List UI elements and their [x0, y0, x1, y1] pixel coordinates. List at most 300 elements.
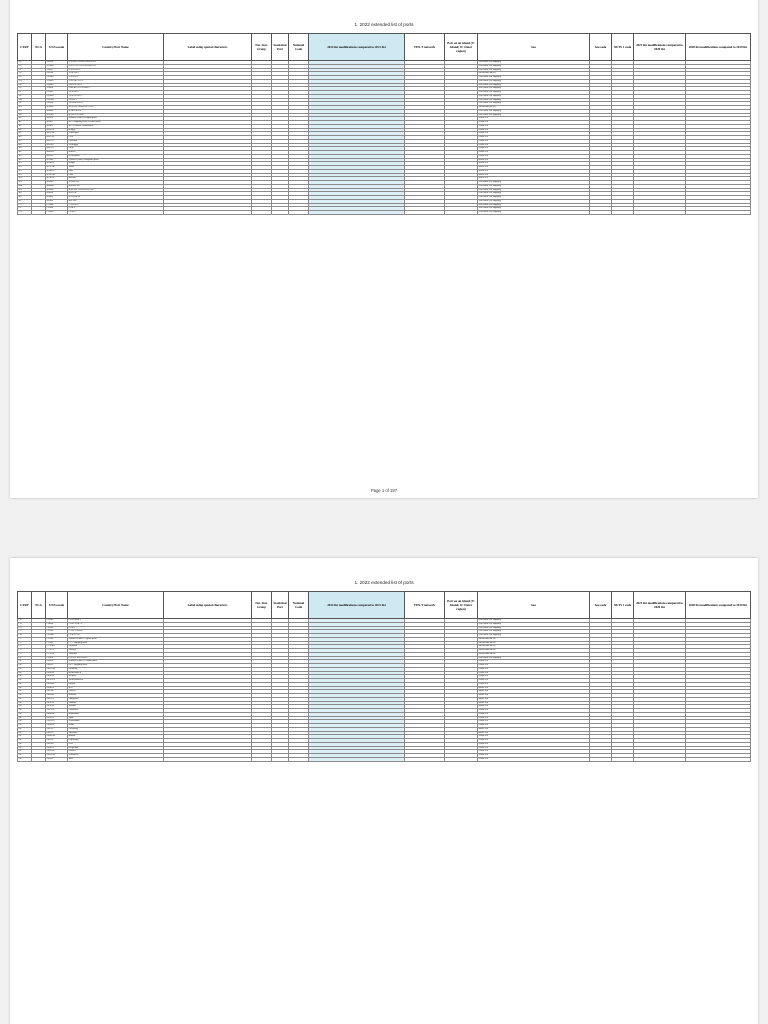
table-cell: BE — [18, 132, 32, 136]
column-header: 2022 list modifications compared to 2021 list — [309, 34, 405, 61]
table-cell: CURACAO — [68, 634, 164, 638]
table-cell: CHINA — [68, 211, 164, 215]
column-header: Label using special characters — [164, 34, 252, 61]
table-cell: North Sea — [478, 151, 590, 155]
table-cell: DEBUM — [46, 735, 68, 739]
table-cell: DE — [18, 671, 32, 675]
page-title: 1. 2022 extended list of ports — [354, 580, 414, 585]
table-cell: Non Short Sea Shipping — [478, 188, 590, 192]
table-cell: Cuxhaven — [68, 709, 164, 713]
table-cell: Mediterranean sea — [478, 637, 590, 641]
column-header: Sea — [478, 34, 590, 61]
table-cell: DEHAM — [46, 667, 68, 671]
column-header: 2020 list modifications compared to 2019 list — [686, 592, 751, 619]
table-cell: CU000 — [46, 626, 68, 630]
table-cell — [32, 211, 46, 215]
table-cell: AO000 — [46, 76, 68, 80]
column-header: Label using special characters — [164, 592, 252, 619]
table-cell: AQ — [18, 79, 32, 83]
table-cell: COSTA RICA — [68, 622, 164, 626]
table-cell: DE — [18, 742, 32, 746]
table-cell: DE — [18, 675, 32, 679]
table-cell: Brussel — [68, 151, 164, 155]
table-cell: AZ000 — [46, 102, 68, 106]
table-cell: Non Short Sea Shipping — [478, 630, 590, 634]
table-cell: Papenburg — [68, 739, 164, 743]
table-cell: DE — [18, 664, 32, 668]
table-cell: DELEE — [46, 742, 68, 746]
table-cell: BRAZIL — [68, 192, 164, 196]
table-cell: Non Short Sea Shipping — [478, 83, 590, 87]
table-cell — [445, 757, 478, 761]
table-cell: DEBRV — [46, 671, 68, 675]
table-cell: North Sea — [478, 682, 590, 686]
table-cell: CY — [18, 645, 32, 649]
table-cell: Mediterranean sea — [478, 649, 590, 653]
table-cell: DESTL — [46, 731, 68, 735]
table-cell — [32, 757, 46, 761]
table-cell: BE - Offshore installations — [68, 124, 164, 128]
column-header: 2021 list modifications compared to 2020 list — [634, 592, 686, 619]
page-title: 1. 2022 extended list of ports — [354, 22, 414, 27]
table-cell: Nordenham — [68, 720, 164, 724]
table-body — [18, 619, 751, 762]
table-cell: BEBRU — [46, 151, 68, 155]
table-cell: Non Short Sea Shipping — [478, 622, 590, 626]
table-cell: BE — [18, 139, 32, 143]
table-cell: DE — [18, 757, 32, 761]
column-header: 2021 list modifications compared to 2020 list — [634, 34, 686, 61]
table-cell: COLOMBIA — [68, 619, 164, 623]
table-cell: BD — [18, 113, 32, 117]
table-cell: North Sea — [478, 139, 590, 143]
table-cell: UNITED ARAB EMIRATES — [68, 61, 164, 65]
table-cell: BE — [18, 136, 32, 140]
table-cell: North Sea — [478, 739, 590, 743]
table-cell: BGBOJ — [46, 162, 68, 166]
table-cell: Black Sea — [478, 169, 590, 173]
table-cell: DE — [18, 694, 32, 698]
table-cell: CZ000 — [46, 656, 68, 660]
table-cell: Brugge — [68, 128, 164, 132]
table-cell: DE — [18, 705, 32, 709]
table-cell: DENDM — [46, 754, 68, 758]
table-cell: AW000 — [46, 98, 68, 102]
table-cell: BG — [18, 162, 32, 166]
table-cell: North Sea — [478, 716, 590, 720]
table-cell: DE — [18, 731, 32, 735]
table-cell: DESTA — [46, 716, 68, 720]
table-cell: Mediterranean sea — [478, 72, 590, 76]
table-cell: DE — [18, 679, 32, 683]
table-cell — [634, 211, 686, 215]
table-cell: AT000 — [46, 91, 68, 95]
table-cell: Black Sea — [478, 162, 590, 166]
ports-table — [17, 591, 751, 762]
column-header: Country/Port Name — [68, 592, 164, 619]
table-cell: BB — [18, 109, 32, 113]
table-cell: Unlisted [Other] Cypriot ports — [68, 637, 164, 641]
table-header-row — [18, 34, 751, 61]
table-cell: BN — [18, 188, 32, 192]
table-cell: AS000 — [46, 87, 68, 91]
table-cell: BGBAL — [46, 177, 68, 181]
table-cell — [164, 757, 252, 761]
table-cell: DEWVN — [46, 679, 68, 683]
table-cell: BEBGS — [46, 128, 68, 132]
table-cell: DE — [18, 739, 32, 743]
table-cell: Unlisted [Other] German ports — [68, 660, 164, 664]
table-cell: CY — [18, 649, 32, 653]
table-cell: Non Short Sea Shipping — [478, 211, 590, 215]
table-cell: Wismar — [68, 705, 164, 709]
table-cell: BE — [18, 128, 32, 132]
table-cell: DE — [18, 697, 32, 701]
column-header: Statistical Port — [272, 34, 289, 61]
table-cell: BGLOM — [46, 173, 68, 177]
column-header: Nat. Stat. Group — [252, 34, 272, 61]
table-cell — [252, 757, 272, 761]
table-cell: AR — [18, 83, 32, 87]
table-cell: Baltic Sea — [478, 686, 590, 690]
column-header: Country/Port Name — [68, 34, 164, 61]
column-header: NUTS 1 code — [612, 592, 634, 619]
table-cell: AMERICAN SAMOA — [68, 87, 164, 91]
table-cell: CN000 — [46, 211, 68, 215]
table-cell: ANGOLA — [68, 76, 164, 80]
table-cell: DE — [18, 667, 32, 671]
table-cell: Non Short Sea Shipping — [478, 102, 590, 106]
table-cell: Wilhelmshaven — [68, 679, 164, 683]
table-cell: DEEME — [46, 682, 68, 686]
table-cell: AQ000 — [46, 79, 68, 83]
table-cell: Black Sea — [478, 173, 590, 177]
table-cell: BE — [18, 143, 32, 147]
table-cell: CZECH REPUBLIC — [68, 656, 164, 660]
table-cell — [309, 211, 405, 215]
table-cell: CUBA — [68, 626, 164, 630]
table-cell: Non Short Sea Shipping — [478, 196, 590, 200]
table-cell: Stralsund — [68, 731, 164, 735]
table-cell: Burgas — [68, 162, 164, 166]
table-cell: AI000 — [46, 68, 68, 72]
table-cell: AE — [18, 61, 32, 65]
table-cell — [272, 211, 289, 215]
table-cell: North Sea — [478, 121, 590, 125]
table-cell: DERSK — [46, 694, 68, 698]
table-cell: CA000 — [46, 203, 68, 207]
table-cell: Nieuwpoort — [68, 154, 164, 158]
table-cell: CY — [18, 652, 32, 656]
table-cell: BEGNE — [46, 136, 68, 140]
column-header: National Code — [289, 34, 309, 61]
table-cell: North Sea — [478, 124, 590, 128]
column-header: TEN-T network — [405, 34, 445, 61]
table-cell: DEPAP — [46, 739, 68, 743]
table-row — [18, 211, 751, 215]
table-cell: North Sea — [478, 143, 590, 147]
table-cell — [252, 211, 272, 215]
table-cell: Emden — [68, 682, 164, 686]
table-cell: BE001 — [46, 121, 68, 125]
table-cell: DE — [18, 735, 32, 739]
column-header: Statistical Port — [272, 592, 289, 619]
table-cell: AZERBAIJAN — [68, 102, 164, 106]
table-cell: BGVAR — [46, 166, 68, 170]
table-cell: BG — [18, 173, 32, 177]
table-cell: DECUX — [46, 709, 68, 713]
table-cell: CY — [18, 637, 32, 641]
table-cell: AL000 — [46, 72, 68, 76]
page-gap — [0, 498, 768, 558]
table-cell: BG — [18, 169, 32, 173]
table-cell: Non Short Sea Shipping — [478, 207, 590, 211]
table-cell: North Sea — [478, 746, 590, 750]
table-cell: BG000 — [46, 158, 68, 162]
column-header: Sea — [478, 592, 590, 619]
table-cell: Non Short Sea Shipping — [478, 199, 590, 203]
table-cell: Non Short Sea Shipping — [478, 181, 590, 185]
table-cell: DE — [18, 750, 32, 754]
table-cell — [445, 211, 478, 215]
table-cell: Vasilikos — [68, 652, 164, 656]
table-cell: North Sea — [478, 675, 590, 679]
table-cell: BAHRAIN — [68, 181, 164, 185]
table-cell: DE001 — [46, 664, 68, 668]
table-cell: Larnaca — [68, 649, 164, 653]
table-cell: BRUNEI DARUSSALAM — [68, 188, 164, 192]
table-cell: Stade — [68, 716, 164, 720]
table-cell: BR — [18, 192, 32, 196]
table-cell: AI — [18, 68, 32, 72]
table-cell: Mediterranean sea — [478, 652, 590, 656]
table-cell: BS000 — [46, 196, 68, 200]
table-cell — [612, 757, 634, 761]
column-header: Nat. Stat. Group — [252, 592, 272, 619]
table-cell: BANGLADESH — [68, 113, 164, 117]
column-header: NCA — [32, 34, 46, 61]
table-cell: Non Short Sea Shipping — [478, 91, 590, 95]
table-cell: DESAS — [46, 701, 68, 705]
table-cell: North Sea — [478, 147, 590, 151]
table-cell: Hamburg — [68, 667, 164, 671]
table-cell: BE002 — [46, 124, 68, 128]
table-cell — [686, 211, 751, 215]
table-cell: North Sea — [478, 742, 590, 746]
table-cell: Brunsbüttel — [68, 712, 164, 716]
table-cell: DEBRB — [46, 712, 68, 716]
table-cell: CY000 — [46, 637, 68, 641]
table-cell: CO — [18, 619, 32, 623]
table-cell: BD000 — [46, 113, 68, 117]
table-cell: CANADA — [68, 203, 164, 207]
table-cell — [405, 757, 445, 761]
table-cell: Black Sea — [478, 177, 590, 181]
table-cell: Non Short Sea Shipping — [478, 79, 590, 83]
table-cell: DEWIS — [46, 705, 68, 709]
table-cell: North Sea — [478, 754, 590, 758]
table-cell — [590, 757, 612, 761]
table-cell: Lübeck — [68, 690, 164, 694]
table-cell: BARBADOS — [68, 109, 164, 113]
table-cell: Non Short Sea Shipping — [478, 184, 590, 188]
table-cell: AT — [18, 91, 32, 95]
table-cell: DE000 — [46, 660, 68, 664]
document-page-2 — [10, 558, 758, 1024]
table-cell: Sassnitz — [68, 701, 164, 705]
table-cell: Bremen — [68, 675, 164, 679]
table-cell — [590, 211, 612, 215]
table-cell: ARGENTINA — [68, 83, 164, 87]
table-cell: Unlisted [Other] Bulgarian ports — [68, 158, 164, 162]
table-cell: ALBANIA — [68, 72, 164, 76]
table-cell: AR000 — [46, 83, 68, 87]
table-cell: CYLMS — [46, 645, 68, 649]
column-header: Sea code — [590, 592, 612, 619]
table-cell — [612, 211, 634, 215]
table-cell: Baltic Sea — [478, 731, 590, 735]
table-cell: Baltic Sea — [478, 690, 590, 694]
table-cell: AU — [18, 94, 32, 98]
table-cell: Zeebrugge — [68, 143, 164, 147]
table-cell: BGRDU — [46, 169, 68, 173]
table-cell — [272, 757, 289, 761]
table-cell: North Sea — [478, 750, 590, 754]
table-cell: DEPUT — [46, 697, 68, 701]
table-cell: BZ — [18, 199, 32, 203]
table-cell: CYVAS — [46, 652, 68, 656]
table-cell: BG — [18, 177, 32, 181]
table-cell: BEZEE — [46, 143, 68, 147]
table-cell: DENOR — [46, 750, 68, 754]
table-cell: CY001 — [46, 641, 68, 645]
table-cell: CW — [18, 634, 32, 638]
table-cell: Mediterranean sea — [478, 641, 590, 645]
table-cell: BH — [18, 181, 32, 185]
table-cell: DE — [18, 686, 32, 690]
table-cell: DE — [18, 754, 32, 758]
table-cell: North Sea — [478, 128, 590, 132]
table-cell: Brake — [68, 724, 164, 728]
table-cell: DE — [18, 724, 32, 728]
table-cell: BE - Shipping areas or wind farms — [68, 121, 164, 125]
table-cell: ARUBA — [68, 98, 164, 102]
table-cell: CV000 — [46, 630, 68, 634]
column-header: CTRY — [18, 592, 32, 619]
table-cell: Lom — [68, 173, 164, 177]
table-cell: North Sea — [478, 709, 590, 713]
table-cell: CL000 — [46, 207, 68, 211]
table-cell: CN — [18, 211, 32, 215]
table-cell: BE — [18, 151, 32, 155]
table-cell: DE — [18, 720, 32, 724]
table-cell: Non Short Sea Shipping — [478, 113, 590, 117]
table-cell: DEKEL — [46, 686, 68, 690]
table-cell: CY - Shipping areas — [68, 641, 164, 645]
table-cell: BE — [18, 154, 32, 158]
table-cell: North Sea — [478, 735, 590, 739]
table-cell: BE — [18, 117, 32, 121]
table-cell: North Sea — [478, 154, 590, 158]
table-cell: Non Short Sea Shipping — [478, 98, 590, 102]
table-cell: AE000 — [46, 61, 68, 65]
table-cell: Leer — [68, 742, 164, 746]
table-cell: CU — [18, 626, 32, 630]
table-cell: North Sea — [478, 720, 590, 724]
table-cell: AG000 — [46, 64, 68, 68]
column-header: National Code — [289, 592, 309, 619]
table-cell: BE — [18, 147, 32, 151]
table-cell — [634, 757, 686, 761]
table-cell: Puttgarden — [68, 697, 164, 701]
table-cell: Non Short Sea Shipping — [478, 61, 590, 65]
table-cell: Antwerpen — [68, 132, 164, 136]
table-cell: CL — [18, 207, 32, 211]
table-cell: BN000 — [46, 188, 68, 192]
table-cell: North Sea — [478, 671, 590, 675]
table-cell: BENIE — [46, 154, 68, 158]
table-cell: BR000 — [46, 192, 68, 196]
table-cell: Rostock — [68, 694, 164, 698]
table-cell: ANGUILLA — [68, 68, 164, 72]
table-cell: DEFLF — [46, 727, 68, 731]
table-cell: AU000 — [46, 94, 68, 98]
table-cell: Baltic Sea — [478, 701, 590, 705]
table-cell: Gent — [68, 136, 164, 140]
table-cell: Balchik — [68, 177, 164, 181]
table-cell: BM — [18, 184, 32, 188]
table-row — [18, 757, 751, 761]
table-cell: Non Short Sea Shipping — [478, 634, 590, 638]
table-cell: AW — [18, 98, 32, 102]
table-cell: CW000 — [46, 634, 68, 638]
table-cell: ANTIGUA AND BARBUDA — [68, 64, 164, 68]
table-cell: BG — [18, 158, 32, 162]
table-cell: BS — [18, 196, 32, 200]
table-cell: Limassol — [68, 645, 164, 649]
table-cell: CYLCA — [46, 649, 68, 653]
table-cell: CZ — [18, 656, 32, 660]
table-cell: BELIZE — [68, 199, 164, 203]
column-header: NUTS 1 code — [612, 34, 634, 61]
table-header-row — [18, 592, 751, 619]
table-cell: Non Short Sea Shipping — [478, 64, 590, 68]
table-cell: BB000 — [46, 109, 68, 113]
table-cell: Flensburg — [68, 727, 164, 731]
table-cell: DE — [18, 716, 32, 720]
table-cell: AUSTRALIA — [68, 94, 164, 98]
table-cell: DEBKE — [46, 724, 68, 728]
table-cell — [289, 211, 309, 215]
table-cell: DE — [18, 746, 32, 750]
table-cell: Non Short Sea Shipping — [478, 656, 590, 660]
table-cell: DE — [18, 709, 32, 713]
table-cell — [686, 757, 751, 761]
table-cell: Oostende — [68, 139, 164, 143]
table-cell: Non Short Sea Shipping — [478, 94, 590, 98]
table-cell: DEBRE — [46, 675, 68, 679]
table-cell: DE — [18, 727, 32, 731]
table-cell — [164, 211, 252, 215]
table-cell: AO — [18, 76, 32, 80]
table-cell: Mediterranean sea — [478, 645, 590, 649]
table-cell: Norddeich — [68, 754, 164, 758]
table-cell: Büsum — [68, 735, 164, 739]
table-cell: DENHO — [46, 720, 68, 724]
table-cell: BM000 — [46, 184, 68, 188]
table-cell: DE - Shipping areas — [68, 664, 164, 668]
document-page-1 — [10, 0, 758, 498]
